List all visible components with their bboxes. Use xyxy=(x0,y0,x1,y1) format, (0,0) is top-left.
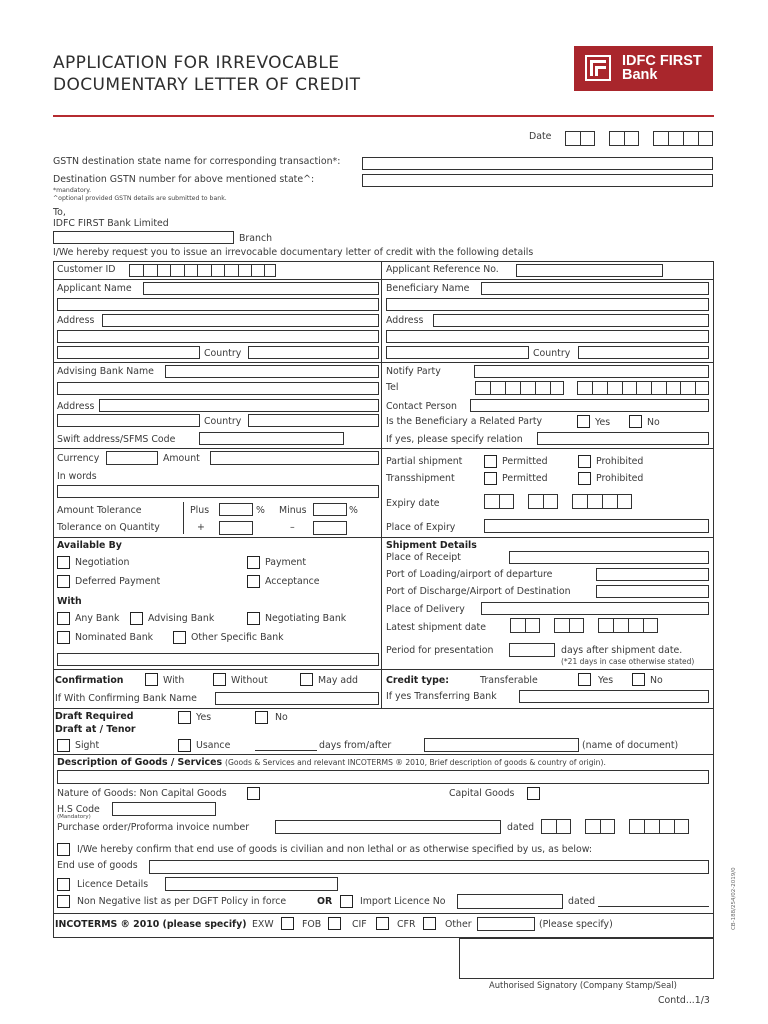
please-specify-label: (Please specify) xyxy=(539,919,613,930)
payment-checkbox[interactable] xyxy=(247,556,260,569)
confirmation-label: Confirmation xyxy=(55,675,124,686)
contact-person-field[interactable] xyxy=(470,399,709,412)
negotiating-bank-checkbox[interactable] xyxy=(247,612,260,625)
with-label: With xyxy=(57,596,82,607)
beneficiary-name-field[interactable] xyxy=(481,282,709,295)
confirm-without-label: Without xyxy=(231,675,268,686)
end-use-confirm-checkbox[interactable] xyxy=(57,843,70,856)
available-by-label: Available By xyxy=(57,540,122,551)
non-capital-checkbox[interactable] xyxy=(247,787,260,800)
sight-checkbox[interactable] xyxy=(57,739,70,752)
tel-label: Tel xyxy=(386,382,399,393)
date-year-field[interactable] xyxy=(653,131,713,146)
applicant-name-field[interactable] xyxy=(143,282,379,295)
transferable-label: Transferable xyxy=(480,675,538,686)
nominated-bank-checkbox[interactable] xyxy=(57,631,70,644)
related-no-checkbox[interactable] xyxy=(629,415,642,428)
partial-permitted-checkbox[interactable] xyxy=(484,455,497,468)
fob-label: FOB xyxy=(302,919,322,930)
capital-label: Capital Goods xyxy=(449,788,515,799)
cfr-checkbox[interactable] xyxy=(423,917,436,930)
in-words-field[interactable] xyxy=(57,485,379,498)
title-line-1: APPLICATION FOR IRREVOCABLE xyxy=(53,53,340,73)
incoterms-label: INCOTERMS ® 2010 (please specify) xyxy=(55,919,247,930)
plus-percent: % xyxy=(256,505,265,516)
date-month-field[interactable] xyxy=(609,131,639,146)
sight-label: Sight xyxy=(75,740,100,751)
place-of-receipt-field[interactable] xyxy=(509,551,709,564)
draft-required-label: Draft Required xyxy=(55,711,134,722)
confirm-without-checkbox[interactable] xyxy=(213,673,226,686)
po-dated-label: dated xyxy=(507,822,535,833)
non-negative-checkbox[interactable] xyxy=(57,895,70,908)
payment-label: Payment xyxy=(265,557,307,568)
exw-label: EXW xyxy=(252,919,274,930)
cif-label: CIF xyxy=(352,919,367,930)
cif-checkbox[interactable] xyxy=(376,917,389,930)
end-use-field[interactable] xyxy=(149,860,709,874)
period-presentation-field[interactable] xyxy=(509,643,555,657)
or-label: OR xyxy=(317,896,333,907)
contact-person-label: Contact Person xyxy=(386,401,457,412)
confirming-bank-label: If With Confirming Bank Name xyxy=(55,693,197,704)
date-day-field[interactable] xyxy=(565,131,595,146)
specify-relation-label: If yes, please specify relation xyxy=(386,434,523,445)
end-use-label: End use of goods xyxy=(57,860,138,871)
request-text: I/We hereby request you to issue an irrevocable documentary letter of credit with the following details xyxy=(53,247,534,258)
shipment-day-field[interactable] xyxy=(510,618,540,633)
shipment-year-field[interactable] xyxy=(598,618,658,633)
form-code: CB-188/254/02-2019/0 xyxy=(731,867,737,930)
import-licence-checkbox[interactable] xyxy=(340,895,353,908)
brand-logo xyxy=(574,46,713,91)
amount-field[interactable] xyxy=(210,451,379,465)
applicant-name-label: Applicant Name xyxy=(57,283,132,294)
port-loading-label: Port of Loading/airport of departure xyxy=(386,569,553,580)
confirming-bank-field[interactable] xyxy=(215,692,379,705)
applicant-name-field-2[interactable] xyxy=(57,298,379,311)
name-of-document-label: (name of document) xyxy=(582,740,679,751)
amount-tolerance-label: Amount Tolerance xyxy=(57,505,142,516)
customer-id-field[interactable] xyxy=(129,264,276,277)
signatory-label: Authorised Signatory (Company Stamp/Seal) xyxy=(489,980,677,990)
draft-tenor-label: Draft at / Tenor xyxy=(55,724,136,735)
gstn-state-field[interactable] xyxy=(362,157,713,170)
bank-name: IDFC FIRST Bank Limited xyxy=(53,218,169,229)
trans-prohibited-checkbox[interactable] xyxy=(578,472,591,485)
signatory-stamp-box[interactable] xyxy=(459,938,714,979)
swift-label: Swift address/SFMS Code xyxy=(57,434,176,445)
related-party-label: Is the Beneficiary a Related Party xyxy=(386,416,543,427)
applicant-address-field-2[interactable] xyxy=(57,330,379,343)
partial-permitted-label: Permitted xyxy=(502,456,548,467)
tel-number-field[interactable] xyxy=(577,381,709,395)
confirm-with-checkbox[interactable] xyxy=(145,673,158,686)
beneficiary-address-field-2[interactable] xyxy=(386,330,709,343)
port-discharge-field[interactable] xyxy=(596,585,709,598)
expiry-year-field[interactable] xyxy=(572,494,632,509)
applicant-address-field-3[interactable] xyxy=(57,346,200,359)
currency-label: Currency xyxy=(57,453,100,464)
negotiating-bank-label: Negotiating Bank xyxy=(265,613,347,624)
import-licence-field[interactable] xyxy=(457,894,563,909)
beneficiary-address-label: Address xyxy=(386,315,424,326)
swift-field[interactable] xyxy=(199,432,344,445)
beneficiary-country-field[interactable] xyxy=(578,346,709,359)
days-after-label: days after shipment date. xyxy=(561,645,683,656)
place-of-expiry-label: Place of Expiry xyxy=(386,522,456,533)
tolerance-plus-field[interactable] xyxy=(219,503,253,516)
hs-code-mandatory: (Mandatory) xyxy=(57,814,91,820)
advising-bank-checkbox[interactable] xyxy=(130,612,143,625)
deferred-payment-checkbox[interactable] xyxy=(57,575,70,588)
any-bank-checkbox[interactable] xyxy=(57,612,70,625)
goods-heading-note: (Goods & Services and relevant INCOTERMS ® 2010, Brief description of goods & country of origin). xyxy=(225,758,606,767)
date-label: Date xyxy=(529,131,552,142)
hs-code-field[interactable] xyxy=(112,802,216,816)
to-label: To, xyxy=(53,207,66,218)
beneficiary-address-field[interactable] xyxy=(433,314,709,327)
notify-party-field[interactable] xyxy=(474,365,709,378)
branch-label: Branch xyxy=(239,233,273,244)
applicant-reference-label: Applicant Reference No. xyxy=(386,264,499,275)
po-day-field[interactable] xyxy=(541,819,571,834)
notify-party-label: Notify Party xyxy=(386,366,441,377)
partial-shipment-label: Partial shipment xyxy=(386,456,463,467)
customer-id-label: Customer ID xyxy=(57,264,116,275)
beneficiary-address-field-3[interactable] xyxy=(386,346,529,359)
non-negative-label: Non Negative list as per DGFT Policy in force xyxy=(77,896,287,907)
draft-yes-checkbox[interactable] xyxy=(178,711,191,724)
purchase-order-field[interactable] xyxy=(275,820,501,834)
minus-percent: % xyxy=(349,505,358,516)
document-name-field[interactable] xyxy=(424,738,579,752)
related-yes-label: Yes xyxy=(595,417,611,428)
exw-checkbox[interactable] xyxy=(281,917,294,930)
quantity-plus-field[interactable] xyxy=(219,521,253,535)
related-no-label: No xyxy=(647,417,660,428)
usance-label: Usance xyxy=(196,740,231,751)
tel-code-field[interactable] xyxy=(475,381,564,395)
gstn-number-label: Destination GSTN number for above mentioned state^: xyxy=(53,174,315,185)
advising-bank-field[interactable] xyxy=(165,365,379,378)
other-label: Other xyxy=(445,919,472,930)
goods-heading: Description of Goods / Services xyxy=(57,757,223,768)
po-year-field[interactable] xyxy=(629,819,689,834)
applicant-country-label: Country xyxy=(204,348,242,359)
place-of-expiry-field[interactable] xyxy=(484,519,709,533)
advising-bank-label: Advising Bank Name xyxy=(57,366,154,377)
draft-yes-label: Yes xyxy=(196,712,212,723)
draft-no-label: No xyxy=(275,712,288,723)
transferable-no-label: No xyxy=(650,675,663,686)
other-bank-checkbox[interactable] xyxy=(173,631,186,644)
title-line-2: DOCUMENTARY LETTER OF CREDIT xyxy=(53,75,361,95)
cfr-label: CFR xyxy=(397,919,416,930)
port-loading-field[interactable] xyxy=(596,568,709,581)
gstn-state-label: GSTN destination state name for corresponding transaction*: xyxy=(53,156,341,167)
quantity-minus-sign: – xyxy=(290,522,295,533)
plus-label: Plus xyxy=(190,505,210,516)
trans-permitted-checkbox[interactable] xyxy=(484,472,497,485)
applicant-reference-field[interactable] xyxy=(516,264,663,277)
quantity-plus-sign: + xyxy=(197,522,205,533)
specify-relation-field[interactable] xyxy=(537,432,709,445)
currency-field[interactable] xyxy=(106,451,158,465)
trans-prohibited-label: Prohibited xyxy=(596,473,644,484)
quantity-minus-field[interactable] xyxy=(313,521,347,535)
related-yes-checkbox[interactable] xyxy=(577,415,590,428)
transferable-no-checkbox[interactable] xyxy=(632,673,645,686)
shipment-details-heading: Shipment Details xyxy=(386,540,477,551)
note-optional: ^optional provided GSTN details are submitted to bank. xyxy=(53,195,227,202)
advising-country-label: Country xyxy=(204,416,242,427)
licence-label: Licence Details xyxy=(77,879,149,890)
advising-address-label: Address xyxy=(57,401,95,412)
advising-address-field-2[interactable] xyxy=(57,414,200,427)
usance-checkbox[interactable] xyxy=(178,739,191,752)
place-of-receipt-label: Place of Receipt xyxy=(386,552,461,563)
transshipment-label: Transshipment xyxy=(386,473,455,484)
contd-label: Contd...1/3 xyxy=(658,995,710,1006)
expiry-date-label: Expiry date xyxy=(386,498,440,509)
po-month-field[interactable] xyxy=(585,819,615,834)
advising-address-field[interactable] xyxy=(99,399,379,412)
days-note: (*21 days in case otherwise stated) xyxy=(561,657,695,666)
expiry-day-field[interactable] xyxy=(484,494,514,509)
hs-code-label: H.S Code xyxy=(57,804,100,815)
days-from-label: days from/after xyxy=(319,740,392,751)
end-use-confirm-label: I/We hereby confirm that end use of goods is civilian and non lethal or as otherwise specified by us, as below: xyxy=(77,844,593,855)
period-presentation-label: Period for presentation xyxy=(386,645,494,656)
non-capital-label: Nature of Goods: Non Capital Goods xyxy=(57,788,227,799)
acceptance-checkbox[interactable] xyxy=(247,575,260,588)
expiry-month-field[interactable] xyxy=(528,494,558,509)
brand-bank: Bank xyxy=(622,67,658,83)
trans-permitted-label: Permitted xyxy=(502,473,548,484)
transferring-bank-field[interactable] xyxy=(519,690,709,703)
transferring-bank-label: If yes Transferring Bank xyxy=(386,691,497,702)
draft-no-checkbox[interactable] xyxy=(255,711,268,724)
tolerance-quantity-label: Tolerance on Quantity xyxy=(57,522,160,533)
gstn-number-field[interactable] xyxy=(362,174,713,187)
other-bank-label: Other Specific Bank xyxy=(191,632,284,643)
place-delivery-label: Place of Delivery xyxy=(386,604,465,615)
credit-type-label: Credit type: xyxy=(386,675,449,686)
fob-checkbox[interactable] xyxy=(328,917,341,930)
import-licence-label: Import Licence No xyxy=(360,896,446,907)
capital-checkbox[interactable] xyxy=(527,787,540,800)
negotiation-label: Negotiation xyxy=(75,557,130,568)
licence-field[interactable] xyxy=(165,877,338,891)
nominated-bank-label: Nominated Bank xyxy=(75,632,154,643)
note-mandatory: *mandatory. xyxy=(53,187,92,194)
brand-mark-icon xyxy=(585,55,611,81)
place-delivery-field[interactable] xyxy=(481,602,709,615)
branch-field[interactable] xyxy=(53,231,234,244)
port-discharge-label: Port of Discharge/Airport of Destination xyxy=(386,586,571,597)
import-dated-label: dated xyxy=(568,896,596,907)
transferable-yes-label: Yes xyxy=(598,675,614,686)
goods-description-field[interactable] xyxy=(57,770,709,784)
applicant-address-label: Address xyxy=(57,315,95,326)
amount-label: Amount xyxy=(163,453,200,464)
brand-name: IDFC FIRST xyxy=(622,53,702,69)
confirm-with-label: With xyxy=(163,675,185,686)
beneficiary-country-label: Country xyxy=(533,348,571,359)
any-bank-label: Any Bank xyxy=(75,613,120,624)
partial-prohibited-checkbox[interactable] xyxy=(578,455,591,468)
advising-bank-option-label: Advising Bank xyxy=(148,613,215,624)
deferred-payment-label: Deferred Payment xyxy=(75,576,161,587)
minus-label: Minus xyxy=(279,505,307,516)
beneficiary-name-label: Beneficiary Name xyxy=(386,283,470,294)
latest-shipment-label: Latest shipment date xyxy=(386,622,486,633)
purchase-order-label: Purchase order/Proforma invoice number xyxy=(57,822,250,833)
applicant-address-field[interactable] xyxy=(102,314,379,327)
transferable-yes-checkbox[interactable] xyxy=(578,673,591,686)
advising-bank-field-2[interactable] xyxy=(57,382,379,395)
partial-prohibited-label: Prohibited xyxy=(596,456,644,467)
negotiation-checkbox[interactable] xyxy=(57,556,70,569)
beneficiary-name-field-2[interactable] xyxy=(386,298,709,311)
confirm-may-add-checkbox[interactable] xyxy=(300,673,313,686)
confirm-may-add-label: May add xyxy=(318,675,359,686)
shipment-month-field[interactable] xyxy=(554,618,584,633)
other-bank-field[interactable] xyxy=(57,653,379,666)
other-incoterm-field[interactable] xyxy=(477,917,535,931)
acceptance-label: Acceptance xyxy=(265,576,320,587)
in-words-label: In words xyxy=(57,471,97,482)
licence-checkbox[interactable] xyxy=(57,878,70,891)
advising-country-field[interactable] xyxy=(248,414,379,427)
applicant-country-field[interactable] xyxy=(248,346,379,359)
tolerance-minus-field[interactable] xyxy=(313,503,347,516)
header-rule xyxy=(53,115,714,117)
